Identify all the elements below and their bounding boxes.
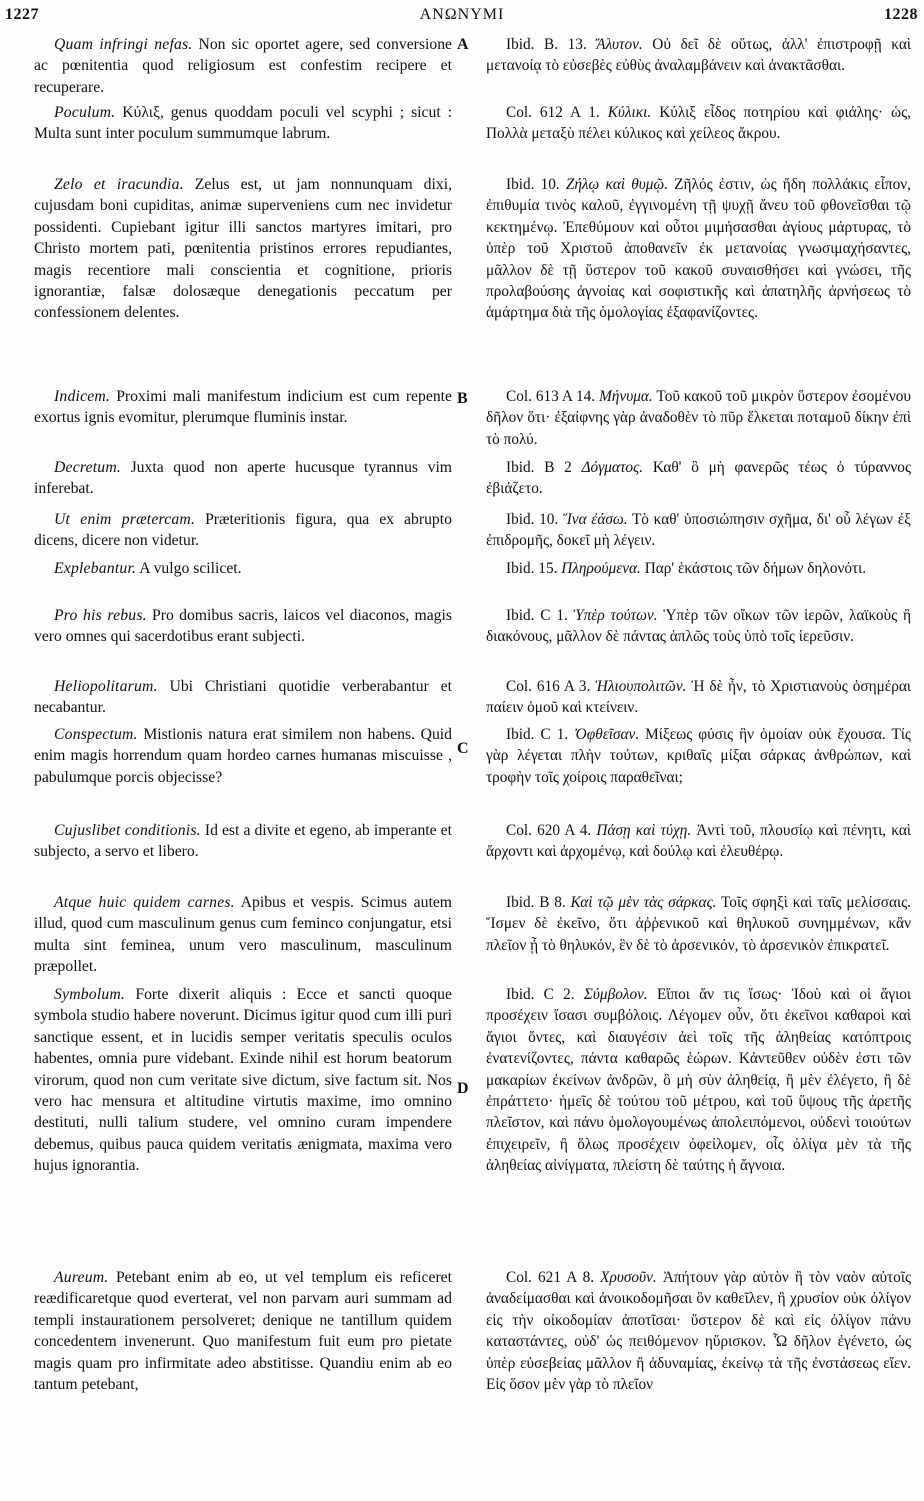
- greek-entry: [486, 724, 911, 788]
- greek-text: Καθ' ὃ μὴ φανερῶς τέως ὁ τύραννος ἐβιάζετο.: [486, 459, 911, 498]
- greek-lemma: Σύμβολον.: [574, 986, 648, 1003]
- latin-entry: [34, 509, 452, 552]
- latin-lemma: Decretum.: [54, 459, 121, 476]
- greek-entry: [486, 386, 911, 450]
- latin-entry: [34, 34, 452, 98]
- latin-text: Non sic oportet agere, sed conversione ac pœnitentia quod religiosum est confestim recipere et recuperare.: [34, 36, 453, 96]
- greek-reference: Col. 616 A 3.: [506, 678, 591, 695]
- latin-entry: [34, 676, 452, 719]
- greek-lemma: Κύλικι.: [599, 104, 652, 121]
- greek-lemma: Ὑπὲρ τούτων.: [567, 607, 658, 624]
- running-title: ΑΝΩΝΥΜΙ: [419, 6, 505, 23]
- latin-lemma: Ut enim prætercam.: [54, 511, 196, 528]
- greek-lemma: Ἡλιουπολιτῶν.: [590, 678, 687, 695]
- greek-entry: [486, 676, 911, 719]
- latin-text: Κύλιξ, genus quoddam poculi vel scyphi ; sicut : Multa sunt inter poculum summumque labrum.: [34, 104, 452, 143]
- latin-lemma: Indicem.: [54, 388, 111, 405]
- greek-reference: Ibid. 15.: [506, 560, 558, 577]
- greek-entry: [486, 605, 911, 648]
- latin-text: Pro domibus sacris, laicos vel diaconos, magis vero omnes qui sacerdotibus erant subjecti.: [34, 607, 452, 646]
- greek-reference: Ibid. 10.: [506, 511, 559, 528]
- greek-entry: [486, 34, 911, 77]
- greek-text: Κύλιξ εἶδος ποτηρίου καὶ φιάλης· ὡς, Πολλὰ μεταξὺ πέλει κύλικος καὶ χείλεος ἄκρου.: [486, 104, 911, 143]
- greek-text: Τοῖς σφηξὶ καὶ ταῖς μελίσσαις. Ἴσμεν δὲ ἐκεῖνο, ὅτι ἀῤῥενικοῦ καὶ θηλυκοῦ συνημμένων, κἂν πλεῖον ᾖ τὸ θηλυκόν, ἓν δὲ τὸ ἀρσενικόν, τὸ ἀρσενικὸν ἐπικρατεῖ.: [486, 894, 911, 954]
- greek-text: Τοῦ κακοῦ τοῦ μικρὸν ὕστερον ἐσομένου δῆλον ὅτι· ἐξαίφνης γὰρ ἀναδοθὲν τὸ πῦρ ἕλκεται ποταμοῦ δίκην ἐπὶ τὸ πολύ.: [486, 388, 911, 448]
- latin-text: A vulgo scilicet.: [136, 560, 242, 577]
- greek-entry: [486, 820, 911, 863]
- greek-lemma: Ἵνα ἐάσω.: [558, 511, 628, 528]
- latin-lemma: Atque huic quidem carnes.: [54, 894, 235, 911]
- greek-entry: [486, 892, 911, 956]
- greek-reference: Ibid. C 2.: [506, 986, 575, 1003]
- greek-entry: [486, 558, 911, 579]
- latin-text: Juxta quod non aperte hucusque tyrannus vim inferebat.: [34, 459, 452, 498]
- latin-entry: [34, 1267, 452, 1395]
- latin-lemma: Zelo et iracundia.: [54, 176, 184, 193]
- latin-text: Proximi mali manifestum indicium est cum repente exortus ignis evomitur, plerumque fluminis instar.: [34, 388, 452, 427]
- latin-entry: [34, 892, 452, 978]
- latin-entry: [34, 724, 452, 788]
- latin-lemma: Aureum.: [54, 1269, 109, 1286]
- latin-lemma: Cujuslibet conditionis.: [54, 822, 201, 839]
- page-number-left: 1227: [5, 6, 39, 23]
- greek-text: Παρ' ἑκάστοις τῶν δήμων δηλονότι.: [640, 560, 867, 577]
- latin-entry: [34, 386, 452, 429]
- page-header: [0, 2, 924, 28]
- latin-entry: [34, 984, 452, 1177]
- greek-reference: Ibid. C 1.: [506, 607, 568, 624]
- greek-entry: [486, 1267, 911, 1395]
- greek-text: Τὸ καθ' ὑποσιώπησιν σχῆμα, δι' οὗ λέγων ἐξ ἐπιδρομῆς, δοκεῖ μὴ λέγειν.: [486, 511, 911, 550]
- greek-reference: Col. 612 A 1.: [506, 104, 600, 121]
- greek-text: Μίξεως φύσις ἣν ὁμοίαν οὐκ ἔχουσα. Τίς γὰρ λέγεται πλὴν τούτων, κριθαῖς μίξαι σάρκας ἀνθρώπων, καὶ τροφὴν τοῖς χοίροις παραθεῖναι;: [486, 726, 911, 786]
- latin-text: Mistionis natura erat similem non habens. Quid enim magis horrendum quam hordeo carnes humanas miscuisse , pabulumque porcis objecisse?: [34, 726, 452, 786]
- greek-lemma: Ἄλυτον.: [586, 36, 643, 53]
- greek-reference: Ibid. B 8.: [506, 894, 566, 911]
- latin-entry: [34, 102, 452, 145]
- greek-text: Εἴποι ἄν τις ἴσως· Ἰδοὺ καὶ οἱ ἅγιοι προσέχειν ἴσασι συμβόλοις. Λέγομεν οὖν, ὅτι ἐκεῖνοι καθαροὶ καὶ ἅγιοι ὄντες, καὶ διαυγέσιν ἀεὶ τοῖς τῆς ἀληθείας κατόπτροις ἐνατενίζοντες, πάντα καθαρῶς ἑώρων. Κἀντεῦθεν οὐδὲν ἐστι τῶν μακαρίων ἐκείνων ἀνδρῶν, ὃ μὴ σὺν ἀληθείᾳ, ἢ μὲν ἐλέγετο, ἢ δὲ ἐπράττετο· ἡμεῖς δὲ τούτου τοῦ μέτρου, καὶ τοῦ ὕψους τῆς ἀρετῆς πλεῖστον, καὶ πάνυ ὁμολογουμένως ἀπολειπόμενοι, οὐδενὶ τοιούτων ἐπιχειρεῖν, ἢ ὅλως προσέχειν ὀφείλομεν, οἷς ὀλίγα μὲν τὰ τῆς ἀληθείας αἰνίγματα, πλείστη δὲ ταύτης ἡ ἄγνοια.: [486, 986, 911, 1175]
- latin-entry: [34, 174, 452, 324]
- greek-entry: [486, 457, 911, 500]
- greek-entry: [486, 174, 911, 324]
- latin-lemma: Heliopolitarum.: [54, 678, 158, 695]
- latin-text: Petebant enim ab eo, ut vel templum eis reficeret reædificaretque quod everterat, vel non parvam auri summam ad templi instaurationem persolveret; denique ne tantillum quidem concedentem invenerunt. Quo manifestum fuit eum pro pietate magis quam pro infirmitate adeo abstitisse. Quandiu enim ab eo tantum petebant,: [34, 1269, 452, 1394]
- latin-text: Apibus et vespis. Scimus autem illud, quod cum masculinum genus cum feminco conjungatur, etsi multa sint feminea, unum vero masculinum, masculinum præpollet.: [34, 894, 453, 976]
- greek-lemma: Μήνυμα.: [595, 388, 653, 405]
- latin-lemma: Pro his rebus.: [54, 607, 147, 624]
- greek-lemma: Πληρούμενα.: [557, 560, 641, 577]
- greek-lemma: Ὀφθεῖσαν.: [568, 726, 640, 743]
- greek-lemma: Πάσῃ καὶ τύχῃ.: [591, 822, 692, 839]
- greek-lemma: Χρυσοῦν.: [594, 1269, 657, 1286]
- latin-text: Præteritionis figura, qua ex abrupto dicens, dicere non videtur.: [34, 511, 452, 550]
- latin-lemma: Explebantur.: [54, 560, 137, 577]
- latin-entry: [34, 558, 452, 579]
- latin-lemma: Poculum.: [54, 104, 116, 121]
- greek-text: Ὑπὲρ τῶν οἴκων τῶν ἱερῶν, λαϊκοὺς ἢ διακόνους, μᾶλλον δὲ πάντας ἁπλῶς τοὺς ὑπὸ τοῖς ἱερεῦσιν.: [486, 607, 912, 646]
- latin-lemma: Quam infringi nefas.: [54, 36, 193, 53]
- latin-text: Forte dixerit aliquis : Ecce et sancti quoque symbola studio habere noverunt. Dicimus igitur quod cum illi puri sanctique essent, et in lucidis semper veritatis speculis oculos habentes, omnia pure videbant. Exinde nihil est horum beatorum virorum, quod non cum veritate sive dictum, sive factum sit. Nos vero hac mensura et altitudine virtutis maxime, imo omnino destituti, nulli talium studere, vel omnino curam impendere debemus, quibus pauca quidem veritatis ænigmata, maxima vero hujus ignorantia.: [34, 986, 452, 1175]
- latin-text: Id est a divite et egeno, ab imperante et subjecto, a servo et libero.: [34, 822, 452, 861]
- greek-reference: Col. 620 A 4.: [506, 822, 592, 839]
- page-number-right: 1228: [884, 6, 918, 23]
- latin-text: Ubi Christiani quotidie verberabantur et necabantur.: [34, 678, 452, 717]
- margin-marker-c: C: [457, 740, 469, 757]
- greek-lemma: Καὶ τῷ μὲν τὰς σάρκας.: [565, 894, 717, 911]
- latin-entry: [34, 605, 452, 648]
- greek-text: Ἡ δὲ ἦν, τὸ Χριστιανοὺς ὁσημέραι παίειν ὁμοῦ καὶ κτείνειν.: [486, 678, 911, 717]
- latin-entry: [34, 820, 452, 863]
- greek-reference: Ibid. C 1.: [506, 726, 569, 743]
- greek-reference: Ibid. B 2: [506, 459, 572, 476]
- latin-lemma: Symbolum.: [54, 986, 126, 1003]
- greek-text: Οὐ δεῖ δὲ οὕτως, ἀλλ' ἐπιστροφῇ καὶ μετανοίᾳ τὸ εὐσεβὲς εὐθὺς ἀναλαμβάνειν καὶ ἀνακτᾶσθαι.: [486, 36, 911, 75]
- greek-entry: [486, 509, 911, 552]
- margin-marker-a: A: [457, 36, 469, 53]
- margin-marker-b: B: [457, 390, 468, 407]
- latin-entry: [34, 457, 452, 500]
- greek-lemma: Ζήλῳ καὶ θυμῷ.: [559, 176, 669, 193]
- greek-reference: Col. 613 A 14.: [506, 388, 596, 405]
- margin-marker-d: D: [457, 1080, 469, 1097]
- latin-text: Zelus est, ut jam nonnunquam dixi, cujusdam boni cupiditas, animæ superveniens cum nec invidetur possidenti. Cupiebant igitur illi sanctos martyres imitari, pro Christo mortem pati, pœnitentia pristinos errores repudiantes, magis recentiore mali conscientia et cognitione, prioris ignorantiæ, falsæ dolosæque denegationis peccatum per confessionem delentes.: [34, 176, 452, 322]
- greek-text: Ἀπήτουν γὰρ αὐτὸν ἢ τὸν ναὸν αὐτοῖς ἀναδείμασθαι καὶ ἀνοικοδομῆσαι ὃν καθεῖλεν, ἢ χρυσίον οὐκ ὀλίγον εἰς τὴν οἰκοδομίαν ἀποτῖσαι· ὕστερον δὲ καὶ εἰς ὀλίγον πάνυ καταστάντες, οὐδ' ὡς πειθόμενον ηὕρισκον. Ὧ δῆλον ἐγένετο, ὡς ὑπὲρ εὐσεβείας μᾶλλον ἢ ἀδυναμίας, ἐκείνῳ τὰ τῆς ἐνστάσεως εἴεν. Εἰς ὅσον μὲν γὰρ τὸ πλεῖον: [486, 1269, 912, 1394]
- greek-reference: Col. 621 A 8.: [506, 1269, 595, 1286]
- greek-reference: Ibid. B. 13.: [506, 36, 587, 53]
- latin-lemma: Conspectum.: [54, 726, 138, 743]
- greek-text: Ἀντὶ τοῦ, πλουσίῳ καὶ πένητι, καὶ ἄρχοντι καὶ ἀρχομένῳ, καὶ δούλῳ καὶ ἐλευθέρῳ.: [486, 822, 911, 861]
- greek-entry: [486, 102, 911, 145]
- greek-entry: [486, 984, 911, 1177]
- greek-reference: Ibid. 10.: [506, 176, 560, 193]
- greek-text: Ζῆλός ἐστιν, ὡς ἤδη πολλάκις εἶπον, ἐπιθυμία τινὸς καλοῦ, ἐγγινομένη τῇ ψυχῇ ἄνευ τοῦ φθονεῖσθαι τῷ κεκτημένῳ. Ἐπεθύμουν καὶ οὗτοι μιμήσασθαι ἁγίους μάρτυρας, τὸ ὑπὲρ τοῦ Χριστοῦ ἀποθανεῖν ἐκ μετανοίας γνωσιμαχήσαντες, μᾶλλον δὲ τῇ ὕστερον τοῦ κακοῦ συναισθήσει καὶ γνώσει, τῆς προλαβούσης ἀγνοίας καὶ σοφιστικῆς καὶ ἀπατηλῆς ἀρνήσεως τὸ ἁμάρτημα διὰ τῆς ὁμολογίας ἐξαφανίζοντες.: [486, 176, 911, 322]
- greek-lemma: Δόγματος.: [571, 459, 644, 476]
